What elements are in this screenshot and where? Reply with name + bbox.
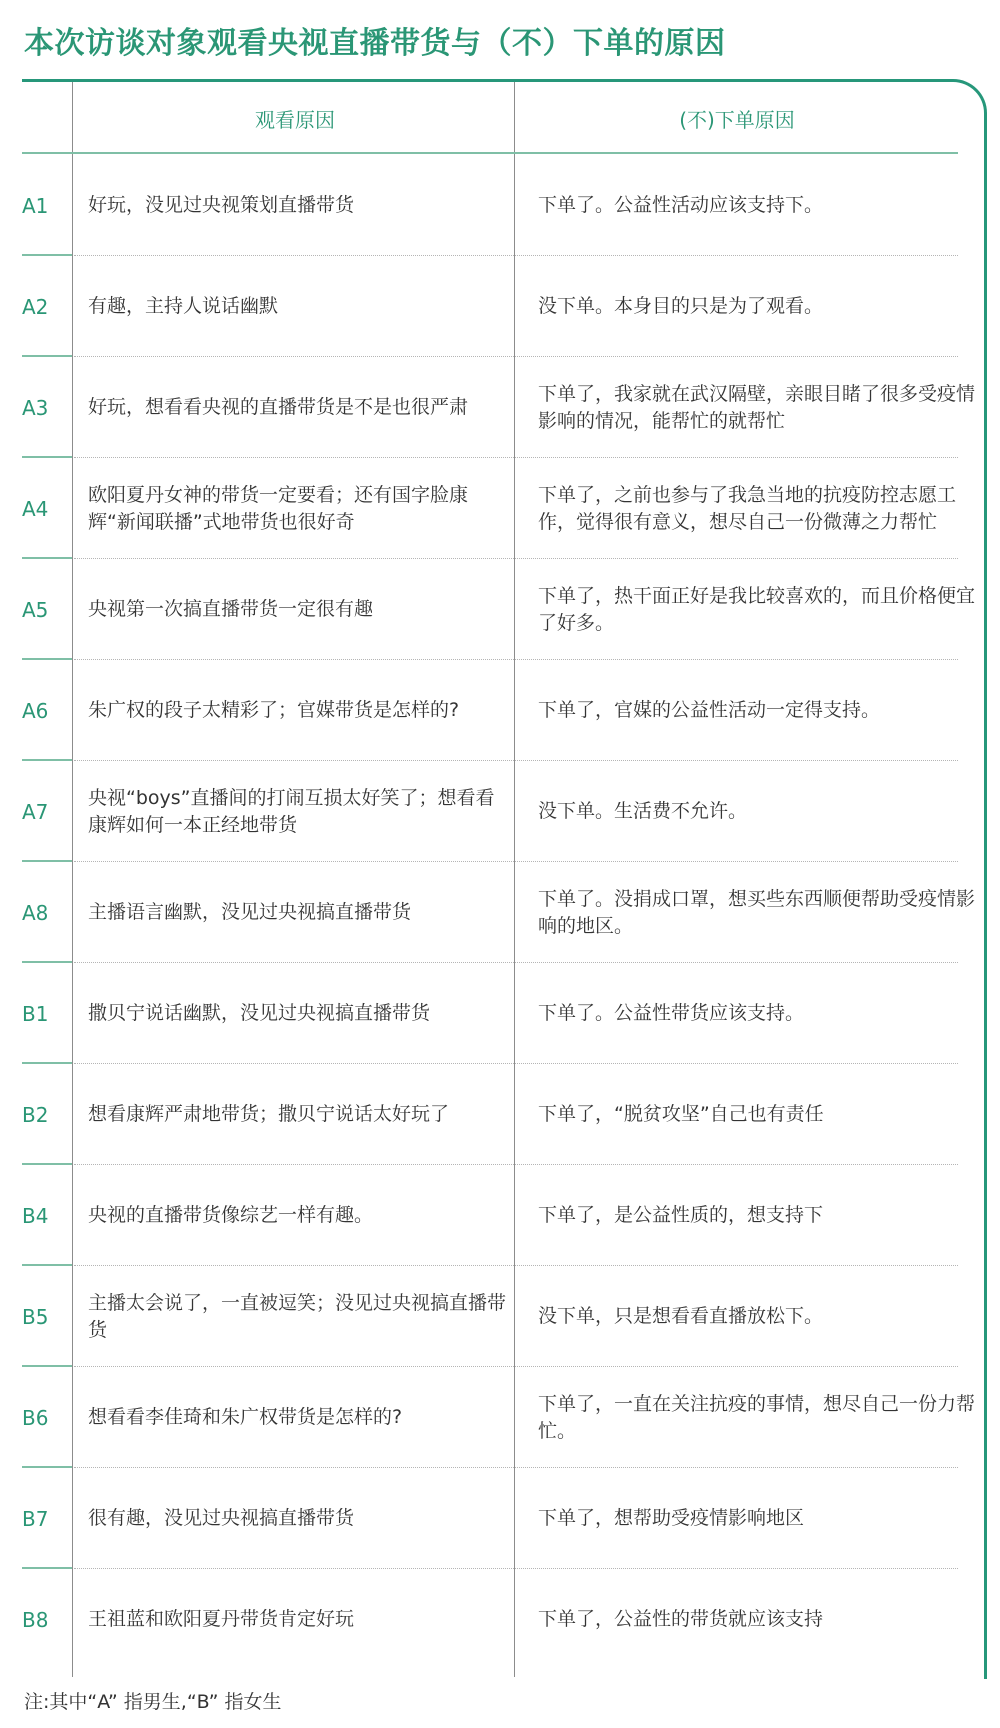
table-row	[22, 256, 958, 357]
order-reason-cell: 没下单，只是想看看直播放松下。	[538, 1305, 824, 1327]
footnote: 注:其中“A” 指男生,“B” 指女生	[24, 1691, 282, 1713]
order-reason-cell: 没下单。本身目的只是为了观看。	[538, 295, 824, 317]
watch-reason-cell: 朱广权的段子太精彩了；官媒带货是怎样的?	[88, 699, 460, 721]
table-row	[22, 761, 958, 862]
order-reason-cell: 下单了，之前也参与了我急当地的抗疫防控志愿工作，觉得很有意义，想尽自己一份微薄之力帮忙	[538, 483, 957, 533]
respondent-id: B7	[22, 1506, 49, 1531]
table-header	[22, 82, 958, 154]
order-reason-cell: 下单了。没捐成口罩，想买些东西顺便帮助受疫情影响的地区。	[538, 887, 976, 937]
header-divider	[22, 152, 958, 154]
order-reason-cell: 下单了，公益性的带货就应该支持	[538, 1608, 824, 1630]
watch-reason-cell: 想看康辉严肃地带货；撒贝宁说话太好玩了	[88, 1103, 450, 1125]
watch-reason-cell: 好玩，想看看央视的直播带货是不是也很严肃	[88, 396, 469, 418]
watch-reason-cell: 欧阳夏丹女神的带货一定要看；还有国字脸康辉“新闻联播”式地带货也很好奇	[88, 483, 469, 533]
page-title: 本次访谈对象观看央视直播带货与（不）下单的原因	[24, 26, 726, 61]
order-reason-cell: 没下单。生活费不允许。	[538, 800, 748, 822]
table-row	[22, 1367, 976, 1468]
respondent-id: B2	[22, 1102, 49, 1127]
table-row	[22, 357, 976, 458]
order-reason-cell: 下单了，一直在关注抗疫的事情，想尽自己一份力帮忙。	[538, 1392, 976, 1442]
watch-reason-cell: 央视的直播带货像综艺一样有趣。	[88, 1204, 374, 1226]
table-row	[22, 660, 958, 761]
respondent-id: A3	[22, 395, 49, 420]
watch-reason-cell: 主播语言幽默，没见过央视搞直播带货	[88, 901, 412, 923]
watch-reason-cell: 王祖蓝和欧阳夏丹带货肯定好玩	[88, 1608, 355, 1630]
table-row	[22, 458, 958, 559]
header-order-reason: (不)下单原因	[679, 107, 795, 132]
respondent-id: A7	[22, 799, 49, 824]
order-reason-cell: 下单了。公益性带货应该支持。	[538, 1002, 805, 1024]
respondent-id: B1	[22, 1001, 49, 1026]
watch-reason-cell: 撒贝宁说话幽默，没见过央视搞直播带货	[88, 1002, 431, 1024]
order-reason-cell: 下单了，是公益性质的，想支持下	[538, 1204, 824, 1226]
table-row	[22, 862, 976, 963]
order-reason-cell: 下单了，想帮助受疫情影响地区	[538, 1507, 805, 1529]
respondent-id: A8	[22, 900, 49, 925]
watch-reason-cell: 主播太会说了，一直被逗笑；没见过央视搞直播带货	[88, 1291, 507, 1341]
respondent-id: A4	[22, 496, 49, 521]
watch-reason-cell: 很有趣，没见过央视搞直播带货	[88, 1507, 355, 1529]
respondent-id: B8	[22, 1607, 49, 1632]
watch-reason-cell: 想看看李佳琦和朱广权带货是怎样的?	[88, 1406, 403, 1428]
order-reason-cell: 下单了，热干面正好是我比较喜欢的，而且价格便宜了好多。	[538, 584, 976, 634]
table-row	[22, 963, 958, 1064]
respondent-id: B5	[22, 1304, 49, 1329]
table-body	[22, 155, 976, 1670]
order-reason-cell: 下单了，官媒的公益性活动一定得支持。	[538, 699, 881, 721]
table-row	[22, 1165, 958, 1266]
respondent-id: B4	[22, 1203, 49, 1228]
order-reason-cell: 下单了，我家就在武汉隔壁，亲眼目睹了很多受疫情影响的情况，能帮忙的就帮忙	[538, 382, 976, 432]
watch-reason-cell: 央视第一次搞直播带货一定很有趣	[88, 598, 374, 620]
table-row	[22, 559, 976, 660]
watch-reason-cell: 有趣，主持人说话幽默	[88, 295, 279, 317]
respondent-id: B6	[22, 1405, 49, 1430]
respondent-id: A1	[22, 193, 49, 218]
order-reason-cell: 下单了。公益性活动应该支持下。	[538, 194, 824, 216]
table-row	[22, 1468, 958, 1569]
watch-reason-cell: 央视“boys”直播间的打闹互损太好笑了；想看看康辉如何一本正经地带货	[88, 786, 495, 836]
table-row	[22, 1064, 958, 1165]
respondent-id: A5	[22, 597, 49, 622]
respondent-id: A6	[22, 698, 49, 723]
table-row	[22, 1266, 958, 1367]
header-watch-reason: 观看原因	[255, 107, 335, 132]
order-reason-cell: 下单了，“脱贫攻坚”自己也有责任	[538, 1103, 824, 1125]
watch-reason-cell: 好玩，没见过央视策划直播带货	[88, 194, 355, 216]
table-row	[22, 155, 958, 256]
respondent-id: A2	[22, 294, 49, 319]
table-row	[22, 1569, 958, 1670]
